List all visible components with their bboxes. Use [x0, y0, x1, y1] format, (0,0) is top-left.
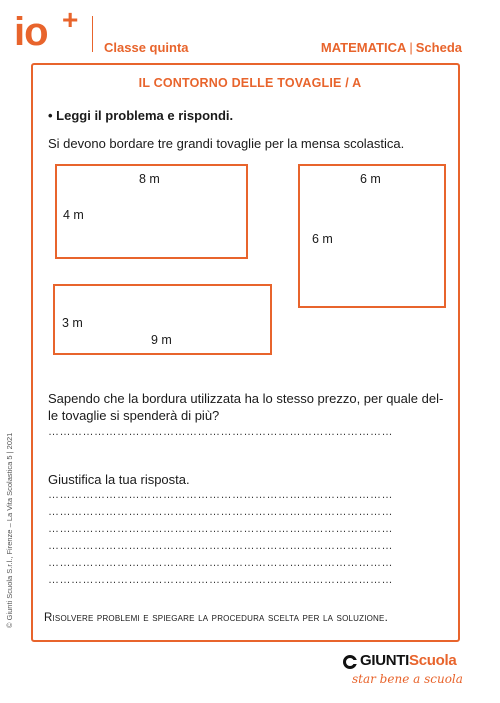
worksheet-title: IL CONTORNO DELLE TOVAGLIE / A — [138, 76, 362, 90]
tablecloth-1-width: 8 m — [139, 172, 160, 186]
justify-line-1[interactable]: ……………………………………………………………………………… — [48, 489, 393, 501]
justify-line-5[interactable]: ……………………………………………………………………………… — [48, 557, 393, 569]
justify-line-4[interactable]: ……………………………………………………………………………… — [48, 540, 393, 552]
giunti-g-icon — [343, 655, 357, 669]
tablecloth-2-width: 6 m — [360, 172, 381, 186]
tablecloth-rect-3 — [53, 284, 272, 355]
tablecloth-rect-2 — [298, 164, 446, 308]
copyright-credit: © Giunti Scuola S.r.l., Firenze – La Vita Scolastica 5 | 2021 — [5, 432, 14, 628]
tablecloth-3-width: 9 m — [151, 333, 172, 347]
problem-text: Si devono bordare tre grandi tovaglie per la mensa scolastica. — [48, 136, 405, 151]
tablecloth-rect-1 — [55, 164, 248, 259]
brand-name-part1: GIUNTI — [360, 652, 410, 669]
question-line-1: Sapendo che la bordura utilizzata ha lo stesso prezzo, per quale del- — [48, 391, 444, 406]
io-logo: io — [14, 10, 48, 54]
justify-label: Giustifica la tua risposta. — [48, 472, 190, 487]
tablecloth-2-height: 6 m — [312, 232, 333, 246]
justify-line-6[interactable]: ……………………………………………………………………………… — [48, 574, 393, 586]
brand-name-part2: Scuola — [409, 652, 457, 669]
sheet-label: Scheda — [415, 40, 462, 55]
answer-line[interactable]: ……………………………………………………………………………… — [48, 426, 393, 438]
question-line-2: le tovaglie si spenderà di più? — [48, 408, 220, 423]
brand-name — [360, 652, 456, 669]
subject-header — [321, 40, 462, 55]
instruction: • Leggi il problema e rispondi. — [48, 108, 234, 123]
justify-line-3[interactable]: ……………………………………………………………………………… — [48, 523, 393, 535]
class-label: Classe quinta — [104, 40, 189, 55]
subject-name: MATEMATICA — [320, 40, 407, 55]
header-divider — [92, 16, 93, 52]
tablecloth-3-height: 3 m — [62, 316, 83, 330]
tablecloth-1-height: 4 m — [63, 208, 84, 222]
logo-plus-icon: + — [62, 4, 79, 35]
justify-line-2[interactable]: ……………………………………………………………………………… — [48, 506, 393, 518]
brand-tagline: star bene a scuola — [352, 672, 463, 686]
subject-separator: | — [409, 40, 413, 55]
learning-objective: Risolvere problemi e spiegare la procedura scelta per la soluzione. — [44, 612, 388, 624]
